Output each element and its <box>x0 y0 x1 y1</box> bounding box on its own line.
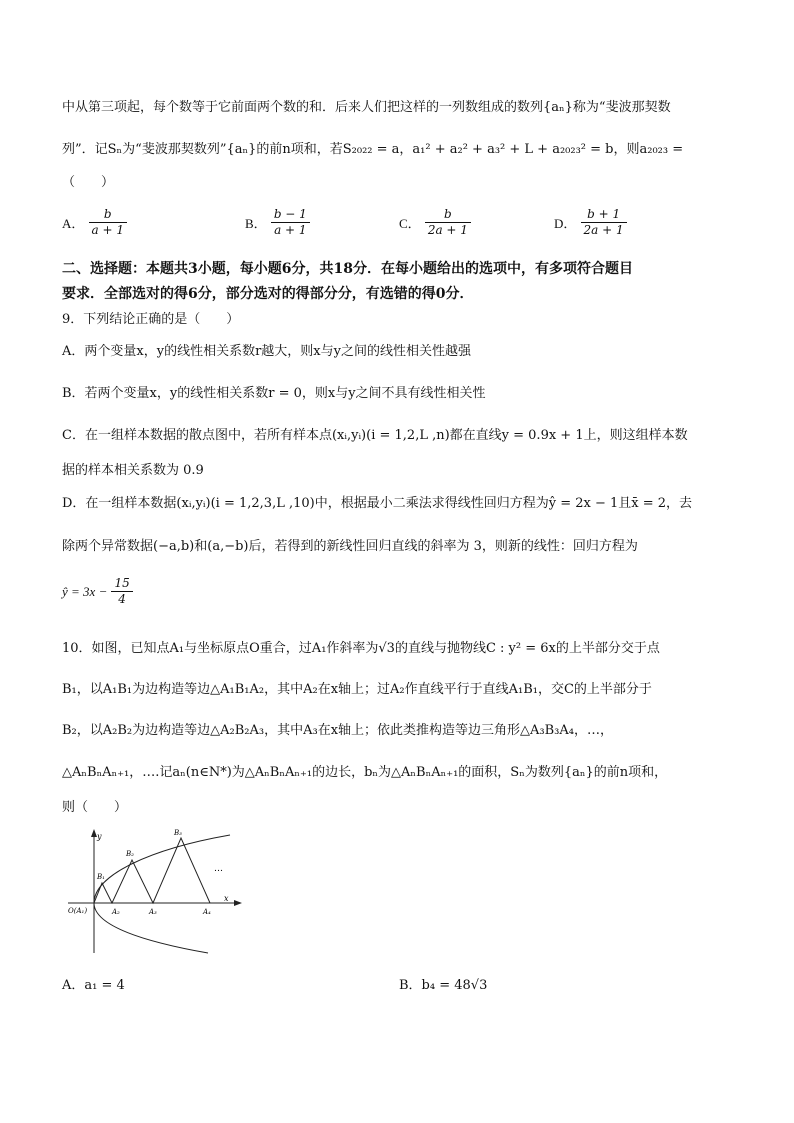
numerator: 15 <box>111 576 132 592</box>
q10-stem-line-4: △AₙBₙAₙ₊₁，….记aₙ(n∈N*)为△AₙBₙAₙ₊₁的边长，bₙ为△AₙBₙAₙ₊₁的面积，Sₙ为数列{aₙ}的前n项和， <box>62 765 668 780</box>
regression-equation: ŷ = 3x − <box>62 583 108 599</box>
numerator: b + 1 <box>581 207 627 223</box>
q9-option-d-line-2: 除两个异常数据(−a,b)和(a,−b)后，若得到的新线性回归直线的斜率为 3，则新的线性：回归方程为 <box>62 539 638 554</box>
option-label: D． <box>554 216 577 231</box>
q8-option-d[interactable] <box>554 207 627 238</box>
point-a2-label: A₂ <box>112 908 120 916</box>
denominator: 4 <box>118 592 126 606</box>
q10-stem-line-1: 10．如图，已知点A₁与坐标原点O重合，过A₁作斜率为√3的直线与抛物线C : y² = 6x的上半部分交于点 <box>62 641 660 656</box>
q9-option-b[interactable]: B．若两个变量x，y的线性相关系数r = 0，则x与y之间不具有线性相关性 <box>62 386 486 401</box>
x-axis-label: x <box>224 894 229 903</box>
option-label: B． <box>245 216 267 231</box>
q10-stem-line-2: B₁，以A₁B₁为边构造等边△A₁B₁A₂，其中A₂在x轴上；过A₂作直线平行于直线A₁B₁，交C的上半部分于 <box>62 682 652 697</box>
q9-option-d-line-3 <box>62 576 133 607</box>
q8-option-b[interactable] <box>245 207 310 238</box>
q10-option-a[interactable]: A．a₁ = 4 <box>62 978 125 993</box>
section-heading-line-2: 要求．全部选对的得6分，部分选对的得部分分，有选错的得0分． <box>62 286 474 302</box>
q8-option-a[interactable] <box>62 207 127 238</box>
q9-option-c-line-2: 据的样本相关系数为 0.9 <box>62 463 204 478</box>
denominator: 2a + 1 <box>583 223 624 237</box>
denominator: a + 1 <box>274 223 307 237</box>
numerator: b − 1 <box>271 207 310 223</box>
x-axis-arrow <box>234 900 242 906</box>
q8-option-c[interactable] <box>399 207 471 238</box>
option-label: C． <box>399 216 421 231</box>
parabola-triangles-figure <box>60 825 250 960</box>
fraction <box>271 207 310 238</box>
q10-stem-line-3: B₂，以A₂B₂为边构造等边△A₂B₂A₃，其中A₃在x轴上；依此类推构造等边三角形△A₃B₃A₄，…， <box>62 723 613 738</box>
fraction <box>111 576 132 607</box>
q8-stem-line-2: 列”．记Sₙ为“斐波那契数列”{aₙ}的前n项和，若S₂₀₂₂ = a，a₁² + a₂² + a₃² + L + a₂₀₂₃² = b，则a₂₀₂₃ = <box>62 142 684 157</box>
point-b3-label: B₃ <box>174 829 182 837</box>
fraction <box>425 207 471 238</box>
parabola-curve <box>94 835 230 903</box>
fraction <box>89 207 127 238</box>
triangle-chain <box>94 838 210 903</box>
q9-option-a[interactable]: A．两个变量x，y的线性相关系数r越大，则x与y之间的线性相关性越强 <box>62 344 471 359</box>
point-b2-label: B₂ <box>126 850 134 858</box>
y-axis-label: y <box>97 832 102 841</box>
fraction <box>581 207 627 238</box>
q10-option-b[interactable]: B．b₄ = 48√3 <box>399 978 488 993</box>
q9-option-c-line-1[interactable]: C．在一组样本数据的散点图中，若所有样本点(xᵢ,yᵢ)(i = 1,2,L ,n)都在直线y = 0.9x + 1上，则这组样本数 <box>62 428 688 443</box>
denominator: a + 1 <box>91 223 125 237</box>
point-b1-label: B₁ <box>97 873 105 881</box>
point-a4-label: A₄ <box>203 908 211 916</box>
q10-stem-line-5: 则（ ） <box>62 800 128 815</box>
numerator: b <box>425 207 471 223</box>
ellipsis-label: … <box>214 864 223 874</box>
denominator: 2a + 1 <box>427 223 468 237</box>
numerator: b <box>89 207 127 223</box>
point-a3-label: A₃ <box>149 908 157 916</box>
section-heading-line-1: 二、选择题：本题共3小题，每小题6分，共18分．在每小题给出的选项中，有多项符合题目 <box>62 261 633 277</box>
q9-option-d-line-1[interactable]: D．在一组样本数据(xᵢ,yᵢ)(i = 1,2,3,L ,10)中，根据最小二乘法求得线性回归方程为ŷ = 2x − 1且x̄ = 2，去 <box>62 496 693 511</box>
option-label: A． <box>62 216 85 231</box>
q9-stem: 9．下列结论正确的是（ ） <box>62 312 240 327</box>
q8-stem-line-1: 中从第三项起，每个数等于它前面两个数的和．后来人们把这样的一列数组成的数列{aₙ}称为“斐波那契数 <box>62 100 671 115</box>
origin-label: O(A₁) <box>68 907 88 915</box>
q8-answer-blank: （ ） <box>62 175 115 190</box>
